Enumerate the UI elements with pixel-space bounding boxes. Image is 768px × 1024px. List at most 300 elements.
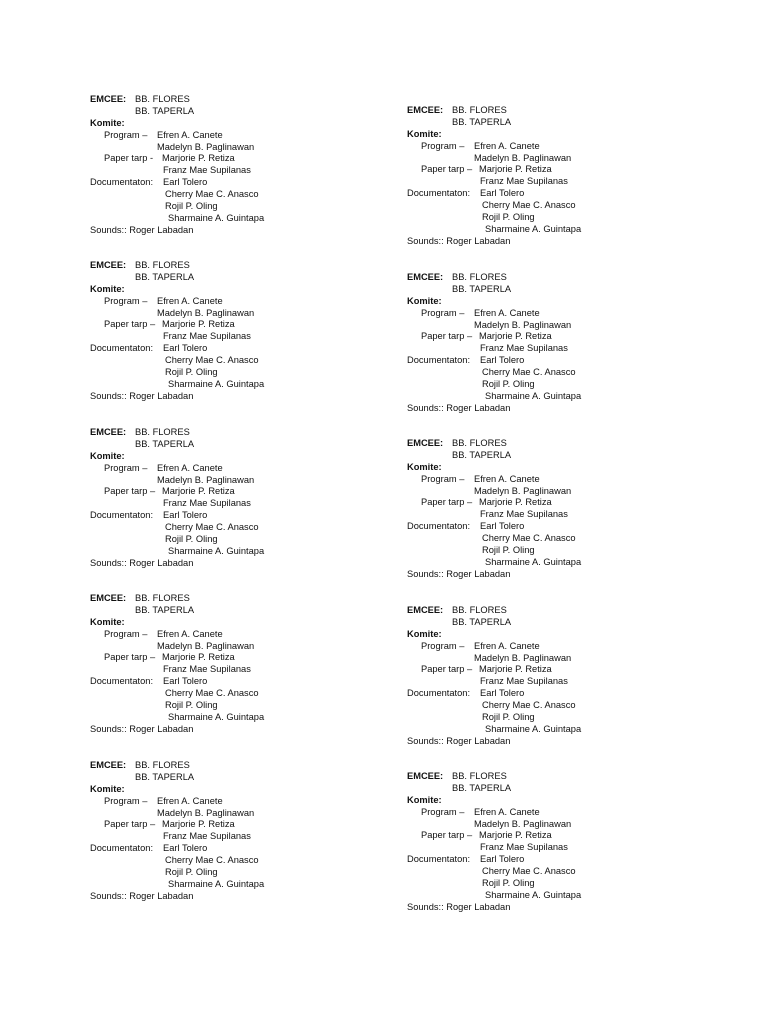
- documentation-member-2: Cherry Mae C. Anasco: [165, 522, 259, 533]
- papertarp-label: Paper tarp –: [421, 497, 473, 508]
- documentation-member-2: Cherry Mae C. Anasco: [165, 355, 259, 366]
- papertarp-member-2: Franz Mae Supilanas: [480, 676, 568, 687]
- sounds-member: Roger Labadan: [129, 890, 194, 901]
- program-line: [90, 463, 390, 475]
- program-label: Program –: [104, 462, 148, 473]
- emcee-line-2: [407, 450, 707, 462]
- komite-label: Komite:: [90, 616, 125, 627]
- program-label: Program –: [421, 640, 465, 651]
- emcee-name-2: BB. TAPERLA: [452, 782, 512, 793]
- documentation-line: [407, 188, 707, 200]
- emcee-name-2: BB. TAPERLA: [135, 771, 195, 782]
- komite-label: Komite:: [90, 783, 125, 794]
- documentation-member-1: Earl Tolero: [480, 688, 525, 699]
- documentation-line-3: [407, 712, 707, 724]
- documentation-label: Documentaton:: [407, 355, 471, 366]
- program-member-2: Madelyn B. Paglinawan: [157, 640, 255, 651]
- program-member-1: Efren A. Canete: [157, 129, 223, 140]
- documentation-label: Documentaton:: [90, 177, 154, 188]
- documentation-member-1: Earl Tolero: [163, 510, 208, 521]
- papertarp-label: Paper tarp -: [104, 153, 154, 164]
- program-member-2: Madelyn B. Paglinawan: [157, 141, 255, 152]
- documentation-line: [407, 521, 707, 533]
- emcee-name-2: BB. TAPERLA: [135, 604, 195, 615]
- documentation-line: [90, 843, 390, 855]
- documentation-member-4: Sharmaine A. Guintapa: [168, 878, 265, 889]
- emcee-line-2: [90, 605, 390, 617]
- sounds-line: [90, 724, 390, 736]
- emcee-label: EMCEE:: [90, 260, 127, 270]
- papertarp-label: Paper tarp –: [421, 331, 473, 342]
- emcee-label: EMCEE:: [90, 94, 127, 104]
- documentation-member-3: Rojil P. Oling: [482, 379, 535, 390]
- sounds-line: [90, 891, 390, 903]
- komite-line: [90, 451, 390, 463]
- papertarp-member-1: Marjorie P. Retiza: [162, 319, 235, 330]
- emcee-line: [90, 593, 390, 605]
- emcee-name-1: BB. FLORES: [452, 105, 507, 115]
- sounds-line: [407, 569, 707, 581]
- emcee-name-1: BB. FLORES: [452, 605, 507, 615]
- program-label: Program –: [421, 140, 465, 151]
- papertarp-member-1: Marjorie P. Retiza: [479, 164, 552, 175]
- documentation-member-2: Cherry Mae C. Anasco: [482, 200, 576, 211]
- emcee-name-1: BB. FLORES: [452, 272, 507, 282]
- sounds-member: Roger Labadan: [129, 390, 194, 401]
- program-line: [407, 141, 707, 153]
- emcee-name-1: BB. FLORES: [135, 593, 190, 603]
- program-member-1: Efren A. Canete: [474, 473, 540, 484]
- documentation-line-3: [90, 867, 390, 879]
- papertarp-member-1: Marjorie P. Retiza: [479, 331, 552, 342]
- documentation-member-4: Sharmaine A. Guintapa: [485, 556, 582, 567]
- komite-line: [90, 284, 390, 296]
- documentation-line-3: [407, 545, 707, 557]
- program-member-1: Efren A. Canete: [474, 307, 540, 318]
- documentation-member-2: Cherry Mae C. Anasco: [482, 700, 576, 711]
- documentation-line-4: [407, 724, 707, 736]
- program-member-2: Madelyn B. Paglinawan: [157, 307, 255, 318]
- papertarp-member-1: Marjorie P. Retiza: [162, 153, 235, 164]
- program-line: [90, 629, 390, 641]
- documentation-member-4: Sharmaine A. Guintapa: [168, 212, 265, 223]
- documentation-line-3: [407, 212, 707, 224]
- emcee-name-1: BB. FLORES: [135, 760, 190, 770]
- emcee-line-2: [90, 106, 390, 118]
- sounds-line: [90, 225, 390, 237]
- emcee-line-2: [90, 272, 390, 284]
- program-member-2: Madelyn B. Paglinawan: [474, 818, 572, 829]
- documentation-label: Documentaton:: [90, 676, 154, 687]
- sounds-label: Sounds::: [407, 568, 444, 579]
- emcee-name-2: BB. TAPERLA: [452, 283, 512, 294]
- papertarp-member-1: Marjorie P. Retiza: [479, 497, 552, 508]
- komite-label: Komite:: [90, 117, 125, 128]
- program-line-2: [407, 653, 707, 665]
- komite-label: Komite:: [407, 295, 442, 306]
- documentation-line-2: [90, 189, 390, 201]
- documentation-line-2: [407, 866, 707, 878]
- emcee-name-2: BB. TAPERLA: [135, 105, 195, 116]
- documentation-line-4: [90, 712, 390, 724]
- committee-block: [90, 94, 390, 237]
- documentation-member-3: Rojil P. Oling: [482, 712, 535, 723]
- sounds-label: Sounds::: [407, 901, 444, 912]
- documentation-member-4: Sharmaine A. Guintapa: [485, 889, 582, 900]
- documentation-member-4: Sharmaine A. Guintapa: [485, 723, 582, 734]
- documentation-label: Documentaton:: [90, 343, 154, 354]
- documentation-line-4: [90, 546, 390, 558]
- sounds-line: [407, 902, 707, 914]
- sounds-label: Sounds::: [90, 390, 127, 401]
- program-line: [90, 796, 390, 808]
- documentation-member-2: Cherry Mae C. Anasco: [165, 855, 259, 866]
- documentation-line: [407, 854, 707, 866]
- emcee-label: EMCEE:: [90, 427, 127, 437]
- documentation-line-2: [90, 522, 390, 534]
- emcee-line-2: [90, 439, 390, 451]
- papertarp-line: [90, 319, 390, 331]
- emcee-label: EMCEE:: [407, 771, 444, 781]
- documentation-line-2: [90, 855, 390, 867]
- emcee-line-2: [407, 617, 707, 629]
- komite-label: Komite:: [407, 628, 442, 639]
- papertarp-line-2: [90, 664, 390, 676]
- documentation-member-1: Earl Tolero: [163, 676, 208, 687]
- sounds-line: [90, 391, 390, 403]
- program-member-2: Madelyn B. Paglinawan: [157, 807, 255, 818]
- emcee-line: [407, 105, 707, 117]
- documentation-member-3: Rojil P. Oling: [482, 212, 535, 223]
- program-label: Program –: [421, 307, 465, 318]
- committee-block: [90, 260, 390, 403]
- papertarp-line: [90, 652, 390, 664]
- documentation-member-3: Rojil P. Oling: [165, 201, 218, 212]
- documentation-line: [407, 688, 707, 700]
- documentation-member-3: Rojil P. Oling: [165, 534, 218, 545]
- sounds-label: Sounds::: [90, 723, 127, 734]
- program-member-1: Efren A. Canete: [474, 640, 540, 651]
- program-member-2: Madelyn B. Paglinawan: [157, 474, 255, 485]
- documentation-line-4: [90, 213, 390, 225]
- papertarp-line-2: [407, 676, 707, 688]
- program-line-2: [407, 819, 707, 831]
- program-label: Program –: [421, 473, 465, 484]
- committee-block: [90, 760, 390, 903]
- sounds-label: Sounds::: [90, 557, 127, 568]
- emcee-line: [407, 438, 707, 450]
- documentation-line-4: [407, 890, 707, 902]
- committee-block: [407, 105, 707, 248]
- emcee-name-1: BB. FLORES: [452, 771, 507, 781]
- documentation-member-1: Earl Tolero: [480, 521, 525, 532]
- program-member-1: Efren A. Canete: [474, 806, 540, 817]
- program-member-2: Madelyn B. Paglinawan: [474, 485, 572, 496]
- papertarp-line: [90, 819, 390, 831]
- emcee-name-2: BB. TAPERLA: [135, 271, 195, 282]
- emcee-name-1: BB. FLORES: [452, 438, 507, 448]
- papertarp-line: [407, 164, 707, 176]
- program-member-1: Efren A. Canete: [474, 140, 540, 151]
- documentation-line-3: [407, 379, 707, 391]
- documentation-member-4: Sharmaine A. Guintapa: [485, 390, 582, 401]
- documentation-member-3: Rojil P. Oling: [165, 700, 218, 711]
- program-member-2: Madelyn B. Paglinawan: [474, 319, 572, 330]
- papertarp-member-2: Franz Mae Supilanas: [163, 664, 251, 675]
- program-label: Program –: [421, 806, 465, 817]
- documentation-line-2: [90, 688, 390, 700]
- komite-label: Komite:: [90, 450, 125, 461]
- documentation-line: [90, 676, 390, 688]
- papertarp-line: [407, 497, 707, 509]
- documentation-member-1: Earl Tolero: [163, 343, 208, 354]
- papertarp-member-1: Marjorie P. Retiza: [162, 652, 235, 663]
- papertarp-member-1: Marjorie P. Retiza: [479, 664, 552, 675]
- papertarp-member-2: Franz Mae Supilanas: [163, 498, 251, 509]
- documentation-line-3: [90, 700, 390, 712]
- documentation-line: [407, 355, 707, 367]
- program-line-2: [90, 142, 390, 154]
- emcee-line-2: [407, 117, 707, 129]
- papertarp-line: [407, 331, 707, 343]
- papertarp-line: [407, 664, 707, 676]
- program-line: [90, 130, 390, 142]
- sounds-member: Roger Labadan: [446, 735, 511, 746]
- emcee-name-2: BB. TAPERLA: [452, 449, 512, 460]
- papertarp-line-2: [90, 498, 390, 510]
- documentation-label: Documentaton:: [90, 843, 154, 854]
- papertarp-label: Paper tarp –: [421, 830, 473, 841]
- program-label: Program –: [104, 628, 148, 639]
- papertarp-member-1: Marjorie P. Retiza: [162, 486, 235, 497]
- papertarp-label: Paper tarp –: [421, 664, 473, 675]
- program-label: Program –: [104, 795, 148, 806]
- documentation-label: Documentaton:: [407, 854, 471, 865]
- komite-line: [407, 629, 707, 641]
- documentation-line: [90, 510, 390, 522]
- program-member-1: Efren A. Canete: [157, 295, 223, 306]
- papertarp-line: [90, 153, 390, 165]
- sounds-member: Roger Labadan: [446, 402, 511, 413]
- emcee-label: EMCEE:: [90, 760, 127, 770]
- emcee-label: EMCEE:: [407, 105, 444, 115]
- documentation-member-3: Rojil P. Oling: [165, 867, 218, 878]
- sounds-member: Roger Labadan: [129, 224, 194, 235]
- documentation-member-2: Cherry Mae C. Anasco: [482, 533, 576, 544]
- sounds-line: [407, 236, 707, 248]
- sounds-label: Sounds::: [90, 224, 127, 235]
- program-line: [407, 807, 707, 819]
- komite-line: [90, 617, 390, 629]
- documentation-line-3: [90, 367, 390, 379]
- program-member-2: Madelyn B. Paglinawan: [474, 152, 572, 163]
- sounds-member: Roger Labadan: [129, 723, 194, 734]
- emcee-line: [407, 272, 707, 284]
- komite-label: Komite:: [90, 283, 125, 294]
- komite-label: Komite:: [407, 461, 442, 472]
- documentation-member-2: Cherry Mae C. Anasco: [482, 866, 576, 877]
- emcee-line: [90, 260, 390, 272]
- documentation-line-3: [90, 201, 390, 213]
- documentation-member-1: Earl Tolero: [163, 843, 208, 854]
- papertarp-line-2: [407, 176, 707, 188]
- documentation-line: [90, 343, 390, 355]
- papertarp-member-2: Franz Mae Supilanas: [480, 343, 568, 354]
- sounds-label: Sounds::: [90, 890, 127, 901]
- komite-line: [407, 462, 707, 474]
- program-line: [407, 641, 707, 653]
- documentation-line-2: [407, 200, 707, 212]
- sounds-member: Roger Labadan: [446, 568, 511, 579]
- documentation-member-3: Rojil P. Oling: [482, 545, 535, 556]
- emcee-line: [407, 771, 707, 783]
- documentation-member-3: Rojil P. Oling: [165, 367, 218, 378]
- papertarp-line: [90, 486, 390, 498]
- documentation-member-2: Cherry Mae C. Anasco: [482, 367, 576, 378]
- program-member-1: Efren A. Canete: [157, 462, 223, 473]
- sounds-member: Roger Labadan: [129, 557, 194, 568]
- emcee-line-2: [90, 772, 390, 784]
- documentation-member-1: Earl Tolero: [480, 355, 525, 366]
- emcee-name-2: BB. TAPERLA: [452, 116, 512, 127]
- komite-line: [90, 784, 390, 796]
- emcee-line: [90, 427, 390, 439]
- papertarp-member-2: Franz Mae Supilanas: [163, 331, 251, 342]
- program-line-2: [407, 153, 707, 165]
- documentation-line-3: [407, 878, 707, 890]
- emcee-line: [90, 94, 390, 106]
- documentation-label: Documentaton:: [90, 510, 154, 521]
- committee-block: [90, 427, 390, 570]
- documentation-member-1: Earl Tolero: [480, 854, 525, 865]
- documentation-line-4: [90, 879, 390, 891]
- emcee-label: EMCEE:: [407, 605, 444, 615]
- documentation-member-3: Rojil P. Oling: [482, 878, 535, 889]
- papertarp-line-2: [407, 509, 707, 521]
- committee-block: [407, 605, 707, 748]
- program-label: Program –: [104, 129, 148, 140]
- papertarp-label: Paper tarp –: [104, 652, 156, 663]
- documentation-line-4: [407, 557, 707, 569]
- documentation-line: [90, 177, 390, 189]
- sounds-member: Roger Labadan: [446, 901, 511, 912]
- documentation-line-4: [90, 379, 390, 391]
- papertarp-member-1: Marjorie P. Retiza: [479, 830, 552, 841]
- sounds-label: Sounds::: [407, 735, 444, 746]
- emcee-line: [407, 605, 707, 617]
- committee-block: [407, 438, 707, 581]
- komite-line: [407, 129, 707, 141]
- documentation-member-4: Sharmaine A. Guintapa: [485, 223, 582, 234]
- committee-block: [407, 771, 707, 914]
- sounds-line: [90, 558, 390, 570]
- program-member-2: Madelyn B. Paglinawan: [474, 652, 572, 663]
- program-line-2: [90, 475, 390, 487]
- program-line-2: [90, 808, 390, 820]
- program-member-1: Efren A. Canete: [157, 628, 223, 639]
- documentation-member-4: Sharmaine A. Guintapa: [168, 378, 265, 389]
- papertarp-line-2: [407, 343, 707, 355]
- program-line-2: [407, 320, 707, 332]
- komite-label: Komite:: [407, 128, 442, 139]
- komite-line: [407, 296, 707, 308]
- emcee-name-2: BB. TAPERLA: [452, 616, 512, 627]
- program-line-2: [90, 308, 390, 320]
- committee-block: [90, 593, 390, 736]
- documentation-line-2: [407, 533, 707, 545]
- papertarp-label: Paper tarp –: [104, 819, 156, 830]
- papertarp-label: Paper tarp –: [104, 486, 156, 497]
- documentation-member-4: Sharmaine A. Guintapa: [168, 545, 265, 556]
- documentation-line-4: [407, 224, 707, 236]
- documentation-member-1: Earl Tolero: [480, 188, 525, 199]
- komite-line: [407, 795, 707, 807]
- program-line: [407, 474, 707, 486]
- papertarp-member-2: Franz Mae Supilanas: [480, 176, 568, 187]
- documentation-line-2: [407, 367, 707, 379]
- emcee-label: EMCEE:: [407, 438, 444, 448]
- program-line-2: [90, 641, 390, 653]
- sounds-line: [407, 403, 707, 415]
- papertarp-member-2: Franz Mae Supilanas: [163, 831, 251, 842]
- sounds-line: [407, 736, 707, 748]
- emcee-label: EMCEE:: [90, 593, 127, 603]
- papertarp-member-2: Franz Mae Supilanas: [163, 165, 251, 176]
- sounds-label: Sounds::: [407, 235, 444, 246]
- papertarp-line-2: [90, 331, 390, 343]
- documentation-label: Documentaton:: [407, 521, 471, 532]
- documentation-line-4: [407, 391, 707, 403]
- emcee-name-1: BB. FLORES: [135, 427, 190, 437]
- documentation-member-2: Cherry Mae C. Anasco: [165, 688, 259, 699]
- emcee-label: EMCEE:: [407, 272, 444, 282]
- papertarp-label: Paper tarp –: [104, 319, 156, 330]
- emcee-line-2: [407, 783, 707, 795]
- documentation-line-2: [90, 355, 390, 367]
- papertarp-line-2: [90, 831, 390, 843]
- papertarp-member-1: Marjorie P. Retiza: [162, 819, 235, 830]
- program-line: [407, 308, 707, 320]
- documentation-line-2: [407, 700, 707, 712]
- emcee-name-2: BB. TAPERLA: [135, 438, 195, 449]
- documentation-line-3: [90, 534, 390, 546]
- emcee-line-2: [407, 284, 707, 296]
- papertarp-member-2: Franz Mae Supilanas: [480, 842, 568, 853]
- documentation-member-2: Cherry Mae C. Anasco: [165, 189, 259, 200]
- papertarp-line-2: [407, 842, 707, 854]
- documentation-member-4: Sharmaine A. Guintapa: [168, 711, 265, 722]
- program-label: Program –: [104, 295, 148, 306]
- documentation-label: Documentaton:: [407, 688, 471, 699]
- komite-line: [90, 118, 390, 130]
- emcee-name-1: BB. FLORES: [135, 94, 190, 104]
- program-member-1: Efren A. Canete: [157, 795, 223, 806]
- documentation-label: Documentaton:: [407, 188, 471, 199]
- documentation-member-1: Earl Tolero: [163, 177, 208, 188]
- program-line-2: [407, 486, 707, 498]
- papertarp-line-2: [90, 165, 390, 177]
- emcee-line: [90, 760, 390, 772]
- papertarp-line: [407, 830, 707, 842]
- papertarp-label: Paper tarp –: [421, 164, 473, 175]
- program-line: [90, 296, 390, 308]
- emcee-name-1: BB. FLORES: [135, 260, 190, 270]
- committee-block: [407, 272, 707, 415]
- sounds-member: Roger Labadan: [446, 235, 511, 246]
- papertarp-member-2: Franz Mae Supilanas: [480, 509, 568, 520]
- sounds-label: Sounds::: [407, 402, 444, 413]
- komite-label: Komite:: [407, 794, 442, 805]
